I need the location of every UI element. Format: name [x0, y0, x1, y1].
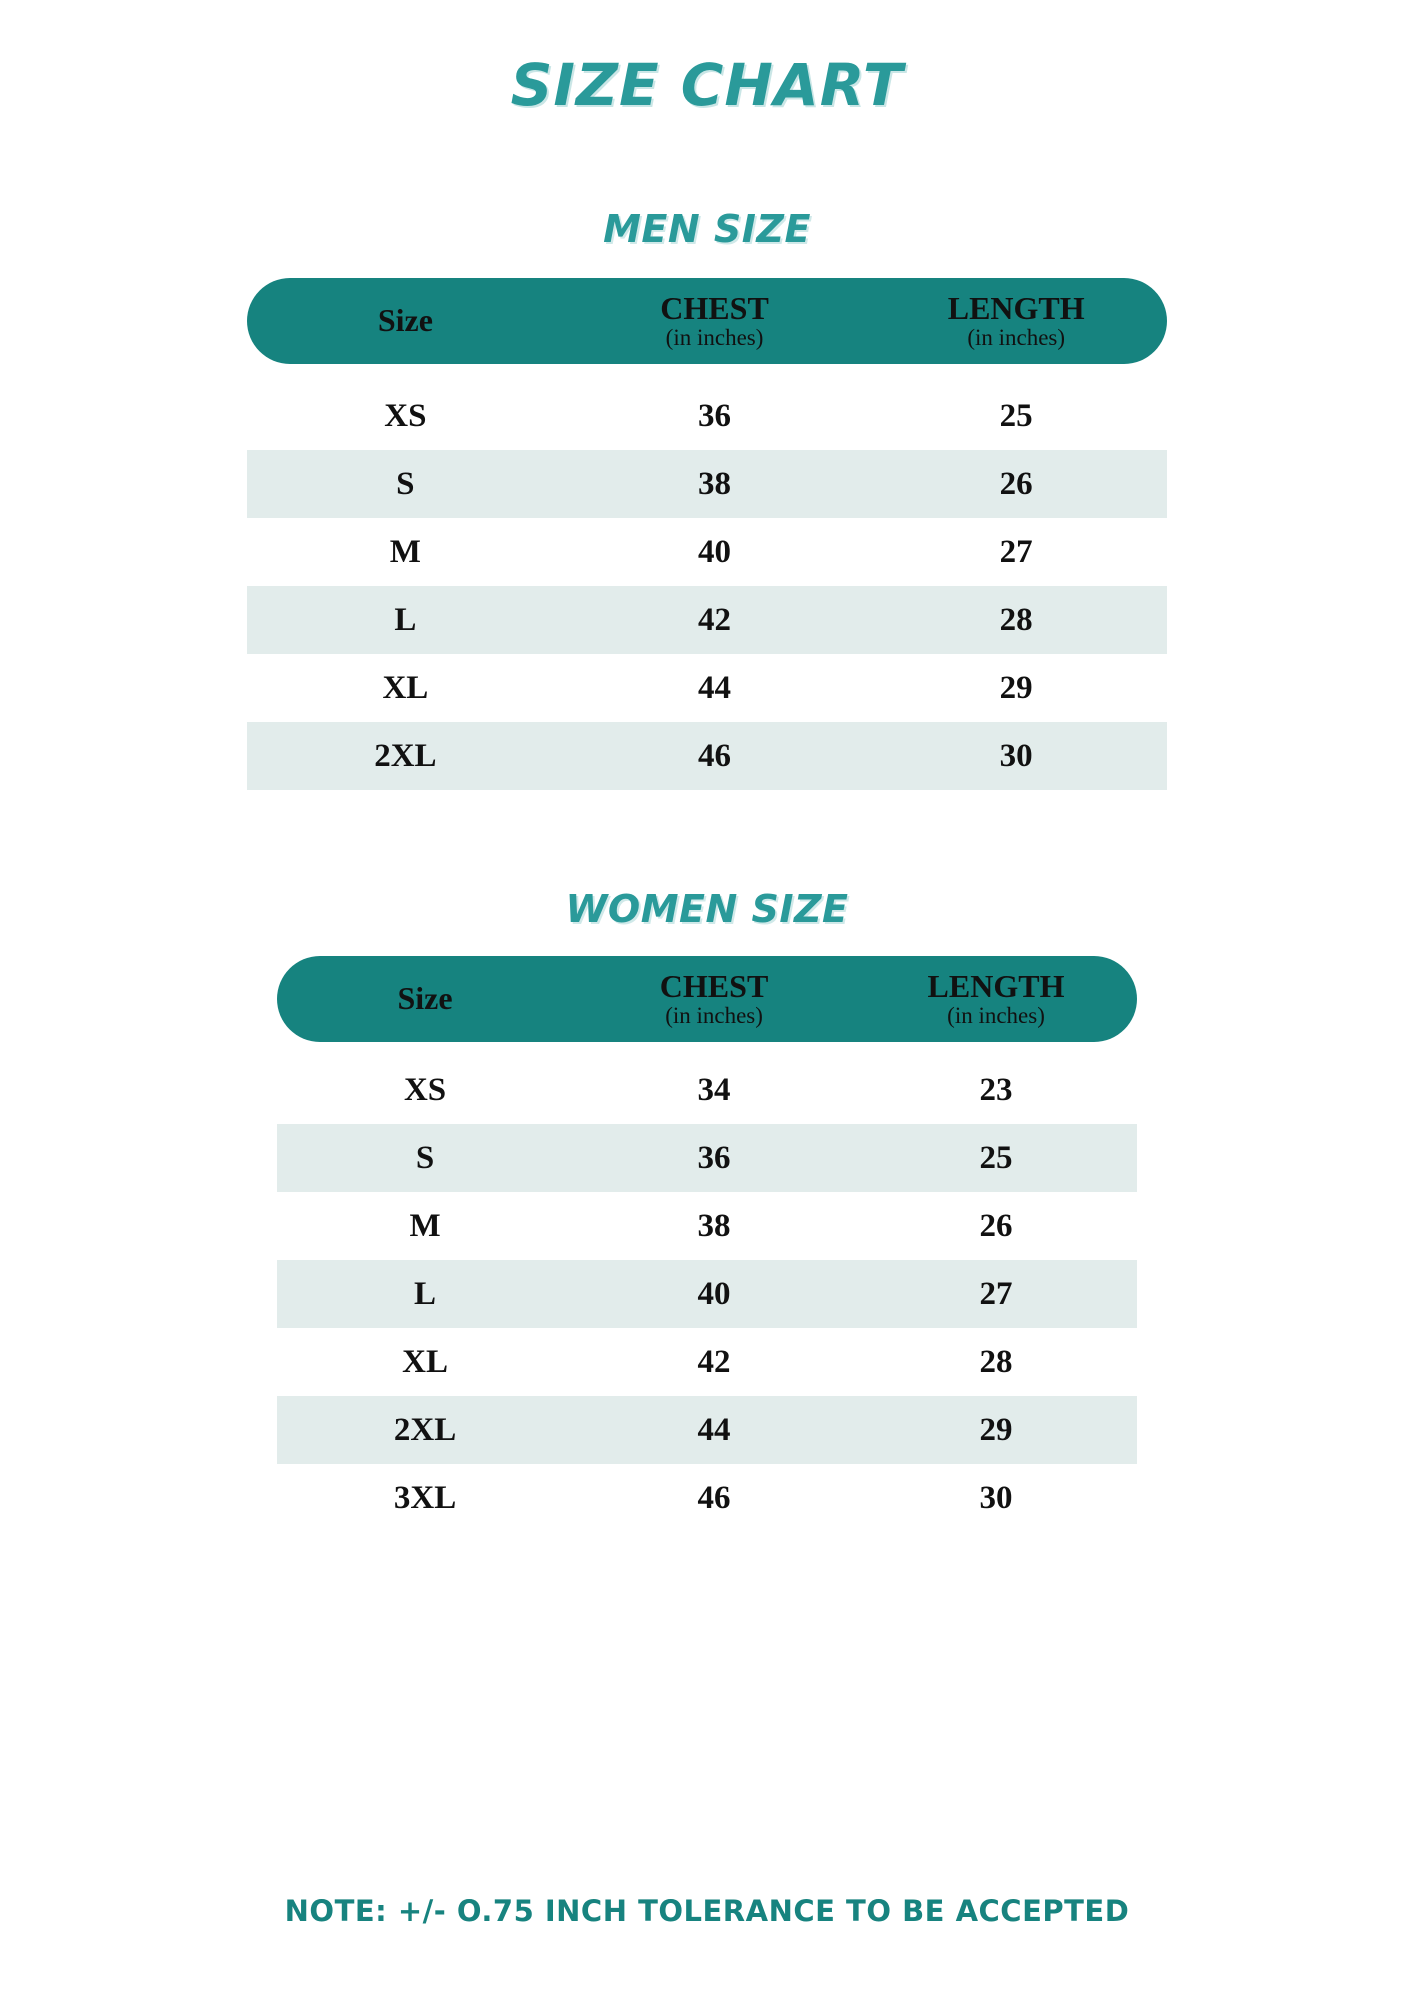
men-header-size-main: Size — [377, 302, 433, 339]
women-header-length-sub: (in inches) — [947, 1002, 1045, 1028]
cell-chest: 38 — [697, 1207, 731, 1244]
cell-length: 28 — [979, 1343, 1013, 1380]
note-container — [0, 1894, 1414, 1928]
women-header-size-main: Size — [397, 980, 453, 1017]
cell-length: 25 — [979, 1139, 1013, 1176]
cell-chest: 46 — [697, 1479, 731, 1516]
table-row — [247, 382, 1167, 450]
cell-length: 25 — [999, 397, 1033, 434]
cell-size: XL — [382, 669, 429, 706]
men-header-chest — [564, 292, 866, 350]
cell-chest: 44 — [698, 669, 732, 706]
men-header-chest-sub: (in inches) — [665, 324, 764, 350]
cell-chest: 36 — [697, 1139, 731, 1176]
table-row — [247, 586, 1167, 654]
cell-size: M — [409, 1207, 441, 1244]
cell-length: 28 — [999, 601, 1033, 638]
cell-size: L — [414, 1275, 437, 1312]
table-row — [247, 518, 1167, 586]
cell-chest: 40 — [698, 533, 732, 570]
cell-chest: 34 — [697, 1071, 731, 1108]
women-header-length-main: LENGTH — [927, 968, 1065, 1005]
cell-size: L — [394, 601, 417, 638]
women-header-size — [277, 982, 573, 1016]
table-row — [247, 722, 1167, 790]
women-header-chest-sub: (in inches) — [665, 1002, 763, 1028]
cell-length: 23 — [979, 1071, 1013, 1108]
women-section-title: WOMEN SIZE — [565, 887, 849, 931]
cell-length: 26 — [979, 1207, 1013, 1244]
cell-length: 30 — [979, 1479, 1013, 1516]
cell-size: S — [415, 1139, 435, 1176]
cell-size: M — [389, 533, 421, 570]
men-header-size — [247, 304, 564, 338]
cell-size: 2XL — [374, 737, 437, 774]
table-row — [247, 654, 1167, 722]
cell-size: XS — [384, 397, 427, 434]
cell-chest: 46 — [698, 737, 732, 774]
cell-chest: 42 — [697, 1343, 731, 1380]
page-title: SIZE CHART — [510, 51, 904, 119]
cell-chest: 44 — [697, 1411, 731, 1448]
cell-size: XL — [402, 1343, 448, 1380]
table-row — [277, 1464, 1137, 1532]
cell-length: 30 — [999, 737, 1033, 774]
men-header-length — [865, 292, 1167, 350]
cell-chest: 42 — [698, 601, 732, 638]
cell-length: 27 — [999, 533, 1033, 570]
cell-length: 29 — [979, 1411, 1013, 1448]
men-header-chest-main: CHEST — [660, 290, 769, 327]
cell-length: 27 — [979, 1275, 1013, 1312]
cell-length: 26 — [999, 465, 1033, 502]
table-row — [277, 1124, 1137, 1192]
table-row — [277, 1056, 1137, 1124]
men-section-title: MEN SIZE — [603, 207, 811, 251]
table-row — [277, 1328, 1137, 1396]
table-row — [247, 450, 1167, 518]
table-row — [277, 1260, 1137, 1328]
cell-length: 29 — [999, 669, 1033, 706]
women-header-chest — [573, 970, 855, 1028]
women-table-header-row — [277, 956, 1137, 1042]
men-size-table — [247, 278, 1167, 790]
cell-chest: 38 — [698, 465, 732, 502]
cell-chest: 36 — [698, 397, 732, 434]
women-header-chest-main: CHEST — [659, 968, 769, 1005]
cell-size: 3XL — [393, 1479, 457, 1516]
men-header-length-sub: (in inches) — [967, 324, 1066, 350]
men-header-length-main: LENGTH — [947, 290, 1085, 327]
women-header-length — [855, 970, 1137, 1028]
women-size-table — [277, 956, 1137, 1532]
women-size-section — [0, 887, 1414, 1532]
men-size-section — [0, 207, 1414, 790]
table-row — [277, 1192, 1137, 1260]
cell-chest: 40 — [697, 1275, 731, 1312]
cell-size: S — [396, 465, 415, 502]
cell-size: XS — [403, 1071, 447, 1108]
table-row — [277, 1396, 1137, 1464]
tolerance-note: NOTE: +/- O.75 INCH TOLERANCE TO BE ACCEPTED — [284, 1894, 1130, 1928]
cell-size: 2XL — [393, 1411, 457, 1448]
men-table-header-row — [247, 278, 1167, 364]
